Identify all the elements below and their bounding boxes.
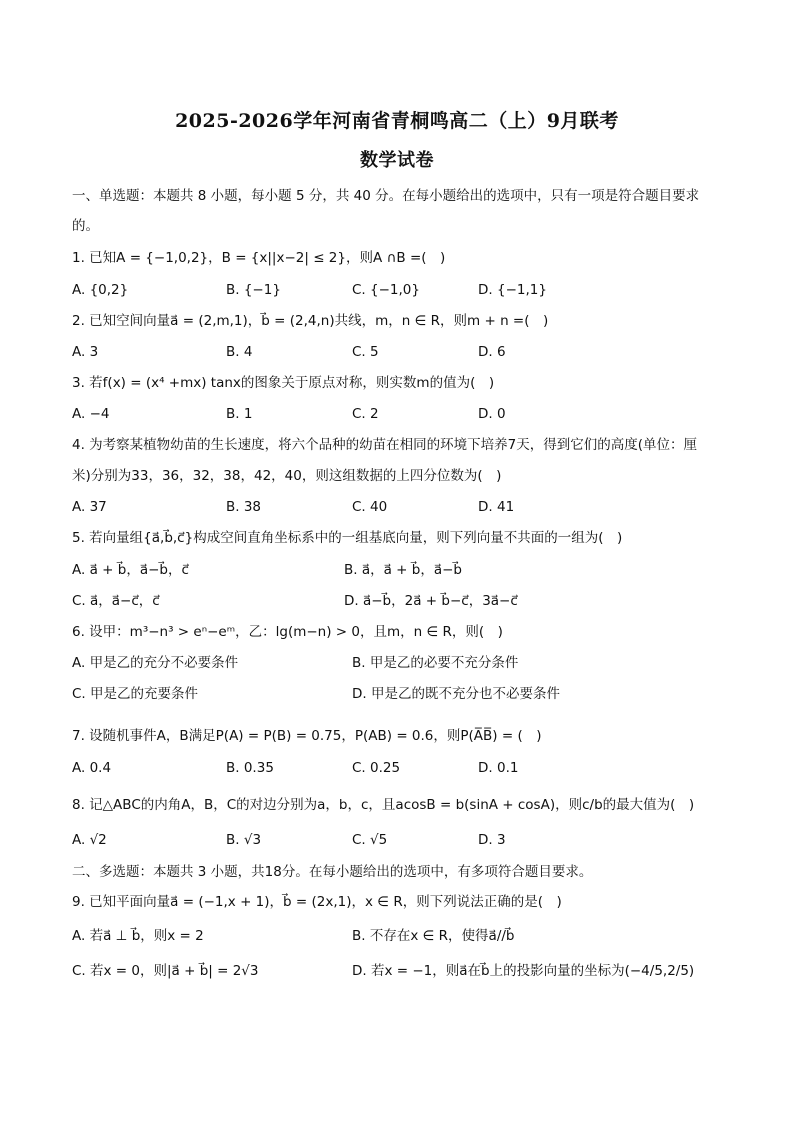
q4-option-d: D. 41 xyxy=(478,499,515,515)
question-4-stem: 4. 为考察某植物幼苗的生长速度，将六个品种的幼苗在相同的环境下培养7天，得到它们的高度(单位：厘 xyxy=(72,437,698,453)
q3-option-a: A. −4 xyxy=(72,406,110,422)
q7-option-b: B. 0.35 xyxy=(226,760,274,776)
question-2-stem: 2. 已知空间向量a⃗ = (2,m,1)，b⃗ = (2,4,n)共线，m，n ∈ R，则m + n =( ) xyxy=(72,313,549,329)
q5-option-c: C. a⃗，a⃗−c⃗，c⃗ xyxy=(72,593,160,609)
q4-option-b: B. 38 xyxy=(226,499,262,515)
question-4-stem-cont: 米)分别为33，36，32，38，42，40，则这组数据的上四分位数为( ) xyxy=(72,468,502,484)
q1-option-d: D. {−1,1} xyxy=(478,282,547,298)
q5-option-d: D. a⃗−b⃗，2a⃗ + b⃗−c⃗，3a⃗−c⃗ xyxy=(344,593,518,609)
q9-option-d: D. 若x = −1，则a⃗在b⃗上的投影向量的坐标为(−4/5,2/5) xyxy=(352,963,695,979)
q7-option-a: A. 0.4 xyxy=(72,760,112,776)
q9-option-a: A. 若a⃗ ⊥ b⃗，则x = 2 xyxy=(72,928,204,944)
question-9-stem: 9. 已知平面向量a⃗ = (−1,x + 1)，b⃗ = (2x,1)，x ∈ R，则下列说法正确的是( ) xyxy=(72,894,562,910)
question-6-stem: 6. 设甲：m³−n³ > eⁿ−eᵐ，乙：lg(m−n) > 0，且m，n ∈ R，则( ) xyxy=(72,624,503,640)
q6-option-a: A. 甲是乙的充分不必要条件 xyxy=(72,655,239,671)
q2-option-a: A. 3 xyxy=(72,344,99,360)
q7-option-c: C. 0.25 xyxy=(352,760,401,776)
question-7-stem: 7. 设随机事件A，B满足P(A) = P(B) = 0.75，P(AB) = 0.6，则P(A̅B̅) = ( ) xyxy=(72,728,542,744)
question-3-stem: 3. 若f(x) = (x⁴ +mx) tanx的图象关于原点对称，则实数m的值为( ) xyxy=(72,375,495,391)
question-1-stem: 1. 已知A = {−1,0,2}，B = {x||x−2| ≤ 2}，则A ∩B =( ) xyxy=(72,250,446,266)
q4-option-a: A. 37 xyxy=(72,499,107,515)
q6-option-b: B. 甲是乙的必要不充分条件 xyxy=(352,655,519,671)
q4-option-c: C. 40 xyxy=(352,499,388,515)
q6-option-d: D. 甲是乙的既不充分也不必要条件 xyxy=(352,686,560,702)
section-heading-multi: 二、多选题：本题共 3 小题，共18分。在每小题给出的选项中，有多项符合题目要求。 xyxy=(72,864,593,880)
q6-option-c: C. 甲是乙的充要条件 xyxy=(72,686,199,702)
q9-option-b: B. 不存在x ∈ R，使得a⃗//b⃗ xyxy=(352,928,515,944)
q8-option-b: B. √3 xyxy=(226,832,262,848)
q1-option-a: A. {0,2} xyxy=(72,282,129,298)
q1-option-c: C. {−1,0} xyxy=(352,282,420,298)
question-5-stem: 5. 若向量组{a⃗,b⃗,c⃗}构成空间直角坐标系中的一组基底向量，则下列向量不共面的一组为( ) xyxy=(72,530,623,546)
page-title: 2025-2026学年河南省青桐鸣高二（上）9月联考 xyxy=(175,110,619,132)
q5-option-a: A. a⃗ + b⃗，a⃗−b⃗，c⃗ xyxy=(72,562,189,578)
q8-option-a: A. √2 xyxy=(72,832,107,848)
q9-option-c: C. 若x = 0，则|a⃗ + b⃗| = 2√3 xyxy=(72,963,259,979)
section-heading-single: 一、单选题：本题共 8 小题，每小题 5 分，共 40 分。在每小题给出的选项中，只有一项是符合题目要求 xyxy=(72,188,700,204)
section-heading-single-cont: 的。 xyxy=(72,218,99,234)
page-subtitle: 数学试卷 xyxy=(360,150,434,171)
q3-option-d: D. 0 xyxy=(478,406,506,422)
q2-option-b: B. 4 xyxy=(226,344,253,360)
q5-option-b: B. a⃗，a⃗ + b⃗，a⃗−b⃗ xyxy=(344,562,463,578)
q2-option-c: C. 5 xyxy=(352,344,379,360)
q7-option-d: D. 0.1 xyxy=(478,760,519,776)
q8-option-d: D. 3 xyxy=(478,832,506,848)
question-8-stem: 8. 记△ABC的内角A，B，C的对边分别为a，b，c，且acosB = b(sinA + cosA)，则c/b的最大值为( ) xyxy=(72,797,695,813)
q3-option-b: B. 1 xyxy=(226,406,253,422)
q3-option-c: C. 2 xyxy=(352,406,379,422)
q2-option-d: D. 6 xyxy=(478,344,506,360)
q1-option-b: B. {−1} xyxy=(226,282,281,298)
q8-option-c: C. √5 xyxy=(352,832,388,848)
